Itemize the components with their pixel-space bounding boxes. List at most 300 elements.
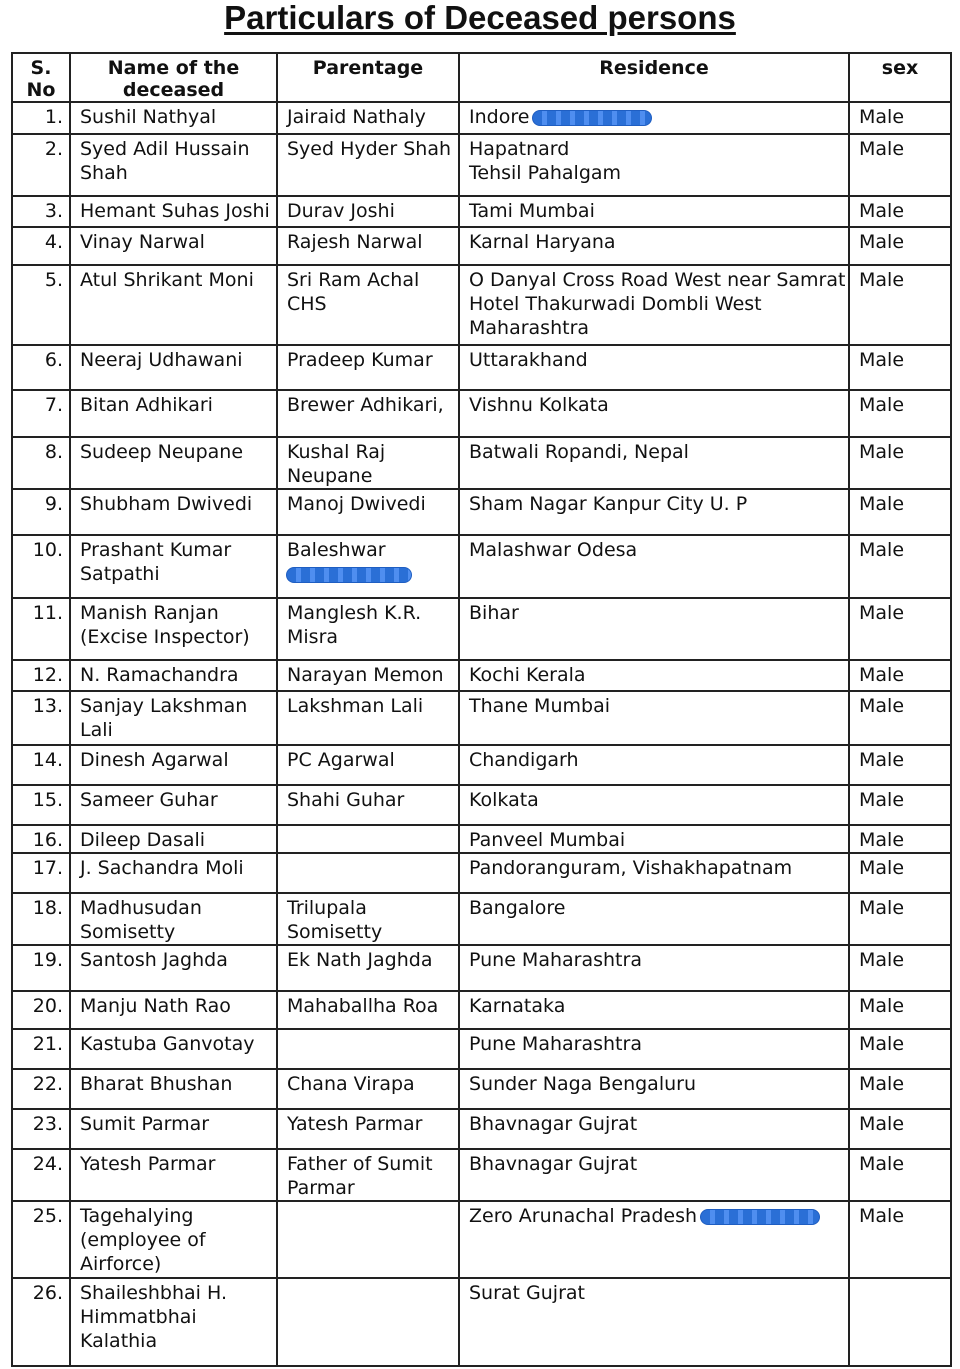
name-line (80, 538, 270, 562)
cell-parentage (277, 134, 459, 196)
residence-text: Karnataka (469, 995, 566, 1017)
parentage-text: Baleshwar (287, 539, 386, 561)
name-text: J. Sachandra Moli (80, 857, 244, 879)
parentage-line (287, 292, 452, 316)
name-line (80, 199, 270, 223)
residence-line (469, 1152, 842, 1176)
name-text: Sudeep Neupane (80, 441, 244, 463)
residence-line (469, 748, 842, 772)
parentage-text: Brewer Adhikari, (287, 394, 444, 416)
name-text: Neeraj Udhawani (80, 349, 243, 371)
parentage-text: Manoj Dwivedi (287, 493, 426, 515)
residence-line (469, 788, 842, 812)
name-text: Sushil Nathyal (80, 106, 217, 128)
name-text: Shah (80, 162, 128, 184)
cell-sno: 12. (12, 660, 70, 691)
name-text: Shaileshbhai H. (80, 1282, 227, 1304)
cell-sno: 26. (12, 1278, 70, 1366)
cell-residence (459, 598, 849, 660)
cell-sex: Male (849, 1069, 951, 1109)
cell-parentage (277, 745, 459, 785)
cell-residence (459, 102, 849, 134)
table-row (12, 893, 951, 945)
residence-line (469, 292, 842, 316)
cell-residence (459, 691, 849, 745)
residence-line (469, 161, 842, 185)
name-line (80, 562, 270, 586)
parentage-line (287, 268, 452, 292)
cell-name (70, 390, 277, 437)
residence-text: O Danyal Cross Road West near Samrat (469, 269, 846, 291)
name-line (80, 718, 270, 742)
cell-name (70, 1278, 277, 1366)
parentage-text: PC Agarwal (287, 749, 395, 771)
table-row (12, 196, 951, 227)
name-line (80, 1032, 270, 1056)
document-title-text: Particulars of Deceased persons (224, 0, 736, 36)
redaction-mark (287, 568, 411, 582)
cell-sex: Male (849, 1201, 951, 1278)
residence-line (469, 601, 842, 625)
residence-line (469, 948, 842, 972)
cell-sno: 25. (12, 1201, 70, 1278)
table-row (12, 390, 951, 437)
header-name: Name of the deceased (70, 53, 277, 102)
cell-parentage (277, 1278, 459, 1366)
cell-sex: Male (849, 1109, 951, 1149)
redaction-mark (533, 111, 651, 125)
redaction-mark (701, 1210, 819, 1224)
table-row (12, 1278, 951, 1366)
name-text: N. Ramachandra (80, 664, 239, 686)
cell-sex: Male (849, 437, 951, 489)
name-line (80, 625, 270, 649)
table-body (12, 102, 951, 1366)
cell-parentage (277, 945, 459, 991)
cell-parentage (277, 785, 459, 825)
name-line (80, 137, 270, 161)
parentage-line (287, 137, 452, 161)
residence-text: Batwali Ropandi, Nepal (469, 441, 689, 463)
residence-text: Pune Maharashtra (469, 949, 642, 971)
residence-line (469, 1072, 842, 1096)
cell-parentage (277, 345, 459, 390)
cell-name (70, 265, 277, 345)
cell-sno: 22. (12, 1069, 70, 1109)
parentage-text: Narayan Memon (287, 664, 444, 686)
parentage-line (287, 230, 452, 254)
name-text: Airforce) (80, 1253, 162, 1275)
cell-sno: 4. (12, 227, 70, 265)
cell-parentage (277, 437, 459, 489)
name-text: Tagehalying (80, 1205, 194, 1227)
cell-sno: 1. (12, 102, 70, 134)
cell-name (70, 1069, 277, 1109)
parentage-text: Rajesh Narwal (287, 231, 423, 253)
residence-text: Maharashtra (469, 317, 590, 339)
cell-residence (459, 227, 849, 265)
residence-text: Malashwar Odesa (469, 539, 638, 561)
table-row (12, 825, 951, 853)
cell-name (70, 489, 277, 535)
parentage-line (287, 694, 452, 718)
parentage-text: Pradeep Kumar (287, 349, 433, 371)
cell-name (70, 1149, 277, 1201)
cell-sex: Male (849, 134, 951, 196)
cell-parentage (277, 660, 459, 691)
cell-parentage (277, 196, 459, 227)
cell-residence (459, 1109, 849, 1149)
table-row (12, 1149, 951, 1201)
table-row (12, 945, 951, 991)
cell-parentage (277, 390, 459, 437)
cell-sno: 11. (12, 598, 70, 660)
cell-residence (459, 785, 849, 825)
cell-name (70, 134, 277, 196)
parentage-line (287, 625, 452, 649)
residence-text: Uttarakhand (469, 349, 588, 371)
cell-sex: Male (849, 745, 951, 785)
residence-text: Pune Maharashtra (469, 1033, 642, 1055)
name-text: Bitan Adhikari (80, 394, 213, 416)
cell-sno: 20. (12, 991, 70, 1029)
name-text: Dileep Dasali (80, 829, 206, 851)
cell-sno: 3. (12, 196, 70, 227)
parentage-line (287, 1112, 452, 1136)
residence-text: Pandoranguram, Vishakhapatnam (469, 857, 793, 879)
name-text: Bharat Bhushan (80, 1073, 233, 1095)
residence-line (469, 994, 842, 1018)
parentage-text: Father of Sumit (287, 1153, 433, 1175)
cell-name (70, 437, 277, 489)
residence-text: Kolkata (469, 789, 539, 811)
cell-sno: 9. (12, 489, 70, 535)
cell-sno: 15. (12, 785, 70, 825)
name-text: Satpathi (80, 563, 160, 585)
table-row (12, 785, 951, 825)
name-text: Manju Nath Rao (80, 995, 231, 1017)
name-line (80, 1112, 270, 1136)
cell-sex: Male (849, 825, 951, 853)
cell-residence (459, 134, 849, 196)
residence-text: Thane Mumbai (469, 695, 610, 717)
name-text: Yatesh Parmar (80, 1153, 216, 1175)
name-line (80, 348, 270, 372)
name-line (80, 230, 270, 254)
name-line (80, 663, 270, 687)
parentage-line (287, 393, 452, 417)
residence-line (469, 856, 842, 880)
cell-parentage (277, 1029, 459, 1069)
cell-name (70, 1029, 277, 1069)
cell-sex: Male (849, 1149, 951, 1201)
cell-name (70, 345, 277, 390)
cell-residence (459, 1069, 849, 1109)
cell-residence (459, 196, 849, 227)
parentage-line (287, 199, 452, 223)
name-text: Atul Shrikant Moni (80, 269, 254, 291)
cell-name (70, 893, 277, 945)
cell-residence (459, 345, 849, 390)
cell-sno: 23. (12, 1109, 70, 1149)
residence-line (469, 199, 842, 223)
name-line (80, 1072, 270, 1096)
name-text: Sameer Guhar (80, 789, 218, 811)
residence-text: Tehsil Pahalgam (469, 162, 622, 184)
cell-sex: Male (849, 853, 951, 893)
parentage-text: CHS (287, 293, 327, 315)
parentage-line (287, 464, 452, 488)
residence-line (469, 230, 842, 254)
cell-sno: 10. (12, 535, 70, 598)
cell-name (70, 785, 277, 825)
table-row (12, 660, 951, 691)
residence-text: Zero Arunachal Pradesh (469, 1205, 698, 1227)
cell-parentage (277, 825, 459, 853)
table-row (12, 745, 951, 785)
parentage-text: Mahaballha Roa (287, 995, 439, 1017)
cell-name (70, 598, 277, 660)
parentage-text: Misra (287, 626, 339, 648)
header-residence: Residence (459, 53, 849, 102)
header-sno: S. No (12, 53, 70, 102)
parentage-line (287, 994, 452, 1018)
residence-text: Chandigarh (469, 749, 579, 771)
residence-line (469, 492, 842, 516)
residence-line (469, 1281, 842, 1305)
parentage-line (287, 348, 452, 372)
parentage-line (287, 105, 452, 129)
parentage-text: Parmar (287, 1177, 355, 1199)
cell-sex: Male (849, 390, 951, 437)
table-row (12, 535, 951, 598)
residence-line (469, 828, 842, 852)
cell-residence (459, 825, 849, 853)
parentage-text: Syed Hyder Shah (287, 138, 452, 160)
residence-text: Panveel Mumbai (469, 829, 626, 851)
header-parentage: Parentage (277, 53, 459, 102)
cell-name (70, 691, 277, 745)
document-title (0, 0, 960, 44)
cell-residence (459, 535, 849, 598)
name-line (80, 161, 270, 185)
cell-name (70, 745, 277, 785)
name-line (80, 994, 270, 1018)
cell-name (70, 1201, 277, 1278)
name-line (80, 1228, 270, 1252)
parentage-text: Lakshman Lali (287, 695, 424, 717)
cell-parentage (277, 102, 459, 134)
parentage-line (287, 788, 452, 812)
name-text: Vinay Narwal (80, 231, 205, 253)
cell-name (70, 825, 277, 853)
name-line (80, 1329, 270, 1353)
cell-sex: Male (849, 945, 951, 991)
residence-text: Tami Mumbai (469, 200, 595, 222)
cell-sex: Male (849, 1029, 951, 1069)
residence-line (469, 1204, 842, 1228)
parentage-line (287, 663, 452, 687)
residence-line (469, 1032, 842, 1056)
parentage-line (287, 1072, 452, 1096)
cell-parentage (277, 893, 459, 945)
name-text: Sumit Parmar (80, 1113, 210, 1135)
name-text: Kastuba Ganvotay (80, 1033, 255, 1055)
name-text: Manish Ranjan (80, 602, 219, 624)
table-row (12, 102, 951, 134)
cell-sex: Male (849, 227, 951, 265)
cell-sex: Male (849, 102, 951, 134)
table-row (12, 1201, 951, 1278)
cell-sex (849, 1278, 951, 1366)
name-text: Himmatbhai (80, 1306, 197, 1328)
name-line (80, 748, 270, 772)
name-text: Kalathia (80, 1330, 158, 1352)
cell-sno: 6. (12, 345, 70, 390)
parentage-text: Durav Joshi (287, 200, 395, 222)
residence-text: Bhavnagar Gujrat (469, 1113, 638, 1135)
cell-name (70, 227, 277, 265)
name-line (80, 601, 270, 625)
cell-sex: Male (849, 535, 951, 598)
name-text: (Excise Inspector) (80, 626, 250, 648)
name-line (80, 268, 270, 292)
cell-residence (459, 390, 849, 437)
name-line (80, 856, 270, 880)
cell-sex: Male (849, 345, 951, 390)
cell-residence (459, 991, 849, 1029)
cell-name (70, 196, 277, 227)
parentage-text: Ek Nath Jaghda (287, 949, 433, 971)
name-line (80, 948, 270, 972)
name-text: Syed Adil Hussain (80, 138, 250, 160)
cell-residence (459, 660, 849, 691)
name-text: Hemant Suhas Joshi (80, 200, 270, 222)
parentage-line (287, 948, 452, 972)
residence-line (469, 896, 842, 920)
cell-parentage (277, 1201, 459, 1278)
name-line (80, 694, 270, 718)
residence-text: Bihar (469, 602, 519, 624)
table-row (12, 265, 951, 345)
cell-parentage (277, 227, 459, 265)
cell-residence (459, 853, 849, 893)
name-line (80, 1204, 270, 1228)
name-text: Lali (80, 719, 113, 741)
parentage-text: Neupane (287, 465, 373, 487)
name-line (80, 1152, 270, 1176)
cell-sex: Male (849, 196, 951, 227)
residence-line (469, 663, 842, 687)
parentage-text: Manglesh K.R. (287, 602, 422, 624)
parentage-line (287, 440, 452, 464)
residence-text: Karnal Haryana (469, 231, 616, 253)
name-line (80, 896, 270, 920)
cell-parentage (277, 598, 459, 660)
name-text: (employee of (80, 1229, 206, 1251)
cell-residence (459, 489, 849, 535)
residence-text: Sham Nagar Kanpur City U. P (469, 493, 748, 515)
name-text: Santosh Jaghda (80, 949, 228, 971)
header-sex: sex (849, 53, 951, 102)
cell-parentage (277, 691, 459, 745)
name-line (80, 828, 270, 852)
cell-sno: 7. (12, 390, 70, 437)
residence-line (469, 316, 842, 340)
residence-line (469, 268, 846, 292)
parentage-line (287, 748, 452, 772)
name-line (80, 492, 270, 516)
cell-residence (459, 1029, 849, 1069)
table-row (12, 1029, 951, 1069)
name-line (80, 1281, 270, 1305)
residence-line (469, 348, 842, 372)
cell-sno: 16. (12, 825, 70, 853)
cell-parentage (277, 853, 459, 893)
cell-sno: 17. (12, 853, 70, 893)
cell-name (70, 991, 277, 1029)
cell-sex: Male (849, 785, 951, 825)
cell-name (70, 660, 277, 691)
parentage-text: Jairaid Nathaly (287, 106, 426, 128)
cell-sex: Male (849, 991, 951, 1029)
cell-sex: Male (849, 489, 951, 535)
name-line (80, 440, 270, 464)
cell-sno: 8. (12, 437, 70, 489)
cell-residence (459, 437, 849, 489)
name-text: Madhusudan (80, 897, 202, 919)
residence-line (469, 440, 842, 464)
table-row (12, 598, 951, 660)
table-row (12, 1069, 951, 1109)
parentage-text: Chana Virapa (287, 1073, 415, 1095)
name-text: Shubham Dwivedi (80, 493, 253, 515)
parentage-text: Shahi Guhar (287, 789, 405, 811)
parentage-text: Sri Ram Achal (287, 269, 420, 291)
table-row (12, 691, 951, 745)
name-text: Dinesh Agarwal (80, 749, 229, 771)
cell-name (70, 102, 277, 134)
table-header-row (12, 53, 951, 102)
cell-residence (459, 1149, 849, 1201)
cell-parentage (277, 489, 459, 535)
cell-sno: 19. (12, 945, 70, 991)
cell-sno: 24. (12, 1149, 70, 1201)
cell-residence (459, 945, 849, 991)
table-row (12, 489, 951, 535)
table-row (12, 853, 951, 893)
cell-residence (459, 1201, 849, 1278)
residence-text: Bhavnagar Gujrat (469, 1153, 638, 1175)
name-line (80, 788, 270, 812)
cell-sno: 5. (12, 265, 70, 345)
residence-text: Indore (469, 106, 530, 128)
parentage-line (287, 1152, 452, 1176)
redaction-line (287, 562, 452, 586)
parentage-text: Somisetty (287, 921, 383, 943)
cell-sex: Male (849, 893, 951, 945)
name-line (80, 393, 270, 417)
cell-sno: 2. (12, 134, 70, 196)
cell-parentage (277, 991, 459, 1029)
residence-line (469, 694, 842, 718)
parentage-line (287, 492, 452, 516)
cell-parentage (277, 265, 459, 345)
cell-sno: 13. (12, 691, 70, 745)
cell-name (70, 945, 277, 991)
cell-sex: Male (849, 691, 951, 745)
cell-sex: Male (849, 265, 951, 345)
